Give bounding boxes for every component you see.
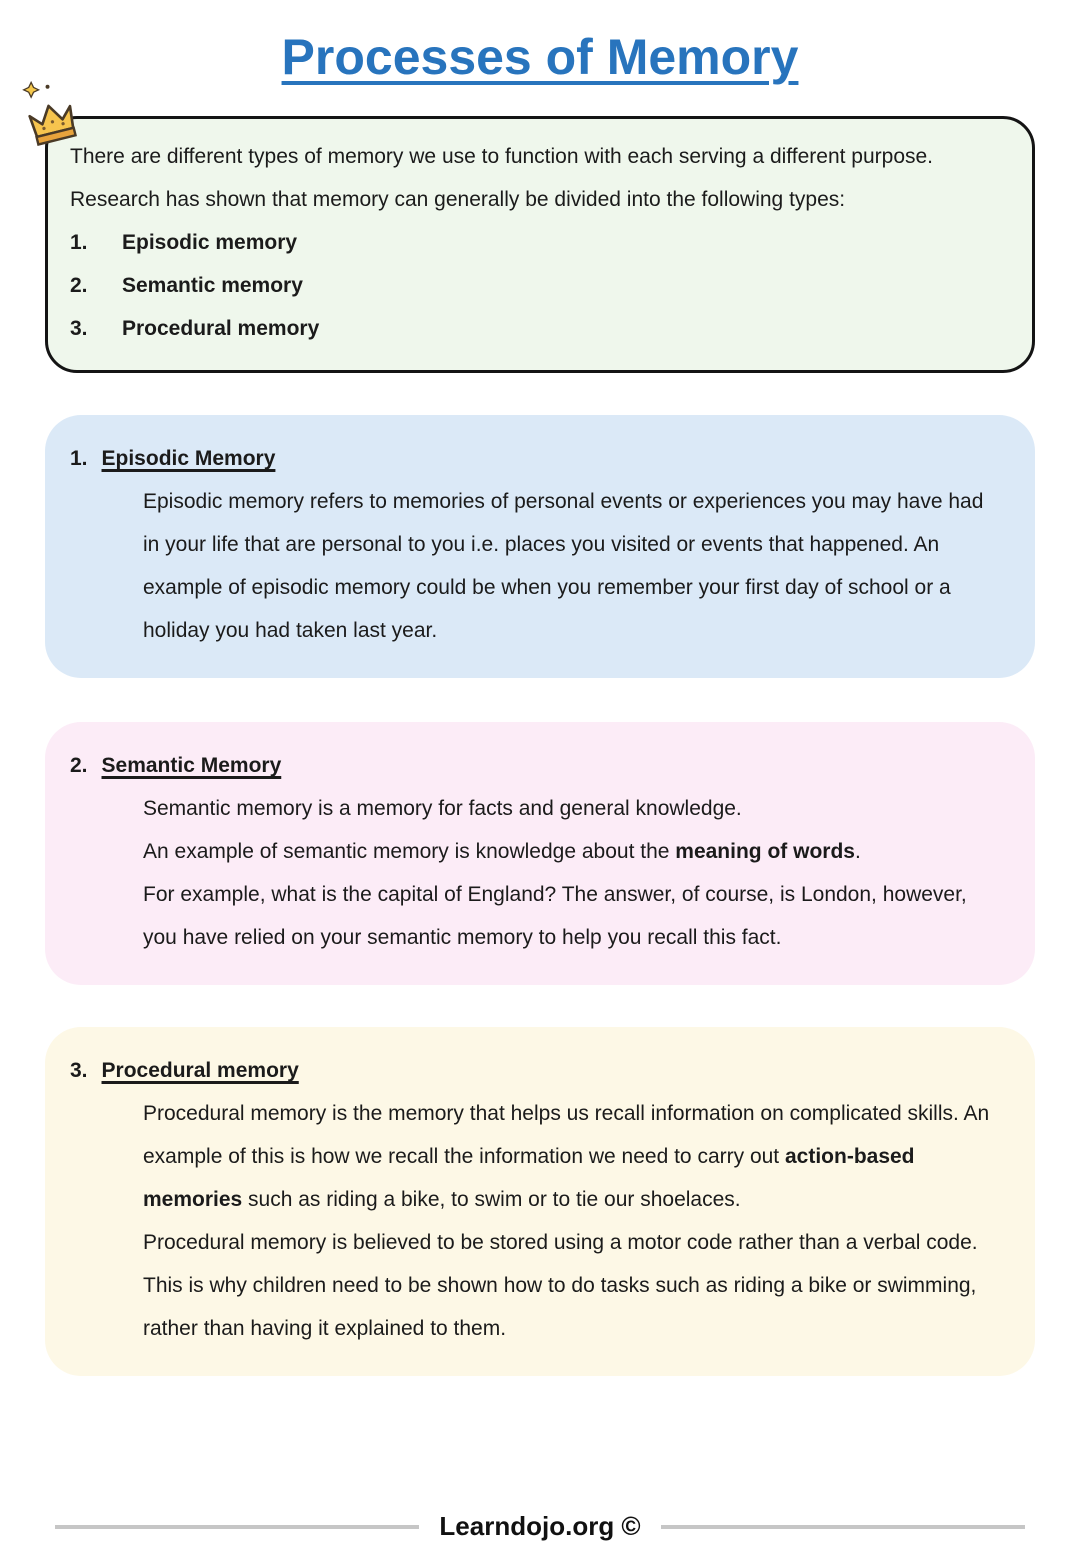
item-label: Episodic memory bbox=[122, 231, 298, 254]
section-episodic-memory bbox=[45, 415, 1035, 678]
section-number: 2. bbox=[70, 754, 88, 777]
paragraph-text: . bbox=[854, 840, 861, 863]
memory-type-item-semantic bbox=[70, 264, 1002, 307]
paragraph-text: such as riding a bike, to swim or to tie our shoelaces. bbox=[242, 1188, 741, 1211]
footer-divider-left bbox=[55, 1525, 419, 1529]
section-paragraph bbox=[143, 480, 990, 652]
paragraph-text: Procedural memory is the memory that helps us recall information on complicated skills. An example of this is how we recall the information we need to carry out bbox=[143, 1102, 990, 1168]
paragraph-text-bold: action-based memories bbox=[143, 1145, 915, 1211]
footer-divider-right bbox=[661, 1525, 1025, 1529]
item-number: 1. bbox=[70, 231, 88, 254]
paragraph-text-bold: meaning of words bbox=[675, 840, 855, 863]
paragraph-text: Semantic memory is a memory for facts and general knowledge. bbox=[143, 797, 742, 820]
section-number: 3. bbox=[70, 1059, 88, 1082]
intro-line-1: There are different types of memory we use to function with each serving a different purpose. bbox=[70, 145, 934, 168]
item-label: Semantic memory bbox=[122, 274, 303, 297]
section-title: Episodic Memory bbox=[101, 447, 276, 470]
section-paragraph bbox=[143, 1221, 990, 1350]
section-heading bbox=[70, 1049, 990, 1092]
section-semantic-memory bbox=[45, 722, 1035, 985]
section-paragraph bbox=[143, 787, 990, 830]
memory-type-item-procedural bbox=[70, 307, 1002, 350]
paragraph-text: Episodic memory refers to memories of personal events or experiences you may have had in your life that are personal to you i.e. places you visited or events that happened. An example of episodic memory could be when you remember your first day of school or a holiday you had taken last year. bbox=[143, 490, 984, 642]
item-label: Procedural memory bbox=[122, 317, 320, 340]
memory-type-item-episodic bbox=[70, 221, 1002, 264]
section-title: Semantic Memory bbox=[101, 754, 282, 777]
section-title: Procedural memory bbox=[101, 1059, 299, 1082]
section-heading bbox=[70, 744, 990, 787]
paragraph-text: For example, what is the capital of England? The answer, of course, is London, however, you have relied on your semantic memory to help you recall this fact. bbox=[143, 883, 967, 949]
section-paragraph bbox=[143, 830, 990, 873]
footer bbox=[55, 1511, 1025, 1542]
section-paragraph bbox=[143, 1092, 990, 1221]
page-title: Processes of Memory bbox=[281, 29, 799, 85]
section-number: 1. bbox=[70, 447, 88, 470]
footer-brand: Learndojo.org © bbox=[439, 1511, 641, 1541]
section-paragraph bbox=[143, 873, 990, 959]
section-heading bbox=[70, 437, 990, 480]
intro-box bbox=[45, 116, 1035, 373]
section-procedural-memory bbox=[45, 1027, 1035, 1376]
paragraph-text: Procedural memory is believed to be stored using a motor code rather than a verbal code. This is why children need to be shown how to do tasks such as riding a bike or swimming, rather than having it explained to them. bbox=[143, 1231, 978, 1340]
item-number: 3. bbox=[70, 317, 88, 340]
intro-line-2: Research has shown that memory can generally be divided into the following types: bbox=[70, 188, 846, 211]
crown-sticker-icon bbox=[16, 78, 90, 148]
paragraph-text: An example of semantic memory is knowledge about the bbox=[143, 840, 676, 863]
item-number: 2. bbox=[70, 274, 88, 297]
